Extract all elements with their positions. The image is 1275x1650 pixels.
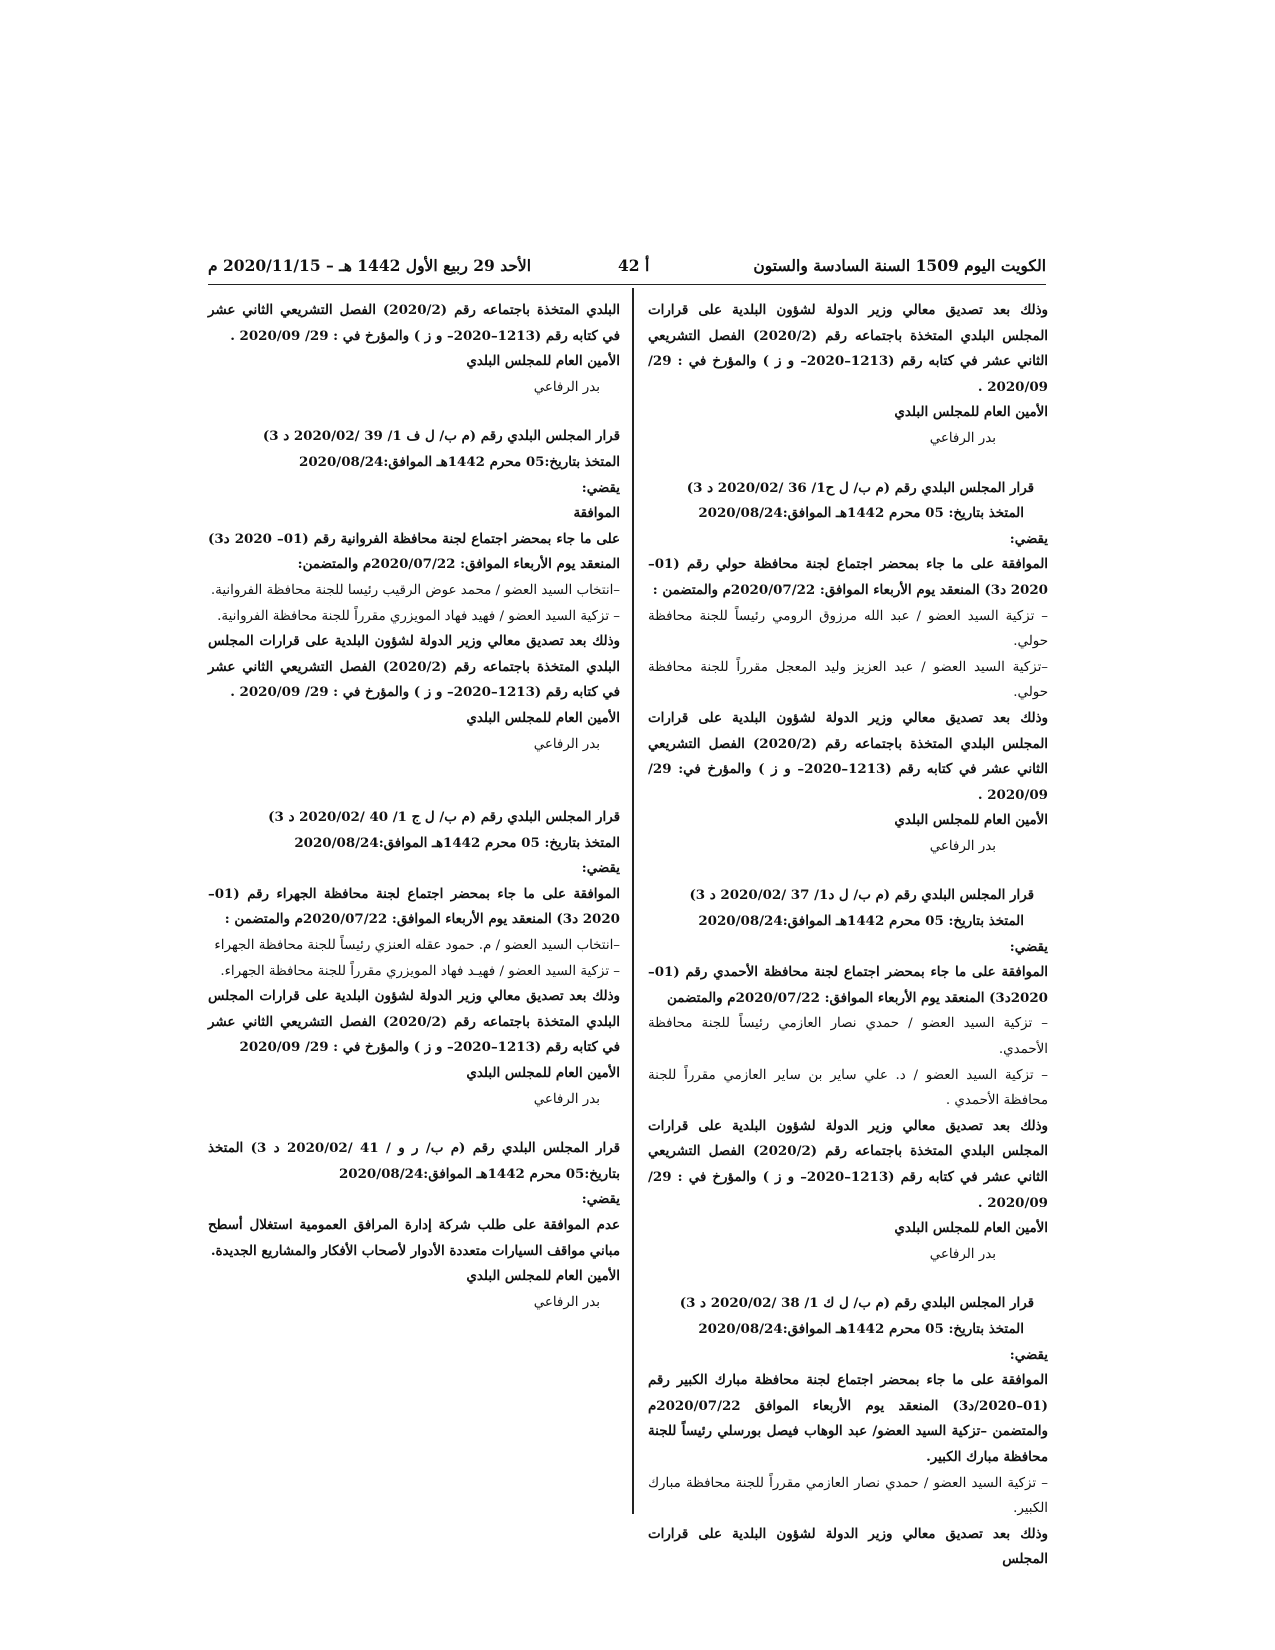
header-page-number: أ 42: [618, 256, 650, 275]
left-column: [208, 298, 620, 1315]
list-item: – تزكية السيد العضو / حمدي نصار العازمي رئيساً للجنة محافظة الأحمدي.: [648, 1016, 1048, 1058]
secretary-name: بدر الرفاعي: [929, 430, 996, 446]
decision-heading: يقضي:: [1009, 1346, 1048, 1363]
paragraph: الموافقة على ما جاء بمحضر اجتماع لجنة محافظة حولي رقم (01–2020 د3) المنعقد يوم الأربعاء الموافق: 2020/07/22م والمتضمن :: [648, 556, 1048, 598]
decision-title: قرار المجلس البلدي رقم (م ب/ ل د1/ 37 /2020/02 د 3): [689, 887, 1034, 904]
list-item: –انتخاب السيد العضو / محمد عوض الرقيب رئيسا للجنة محافظة الفروانية.: [210, 582, 620, 598]
paragraph: وذلك بعد تصديق معالي وزير الدولة لشؤون البلدية على قرارات المجلس: [648, 1525, 1048, 1568]
paragraph: البلدي المتخذة باجتماعه رقم (2020/2) الفصل التشريعي الثاني عشر في كتابه رقم (1213–2020– و ز ) والمؤرخ في : 29/ 2020/09 .: [208, 302, 621, 344]
decision-title: قرار المجلس البلدي رقم (م ب/ ل ك 1/ 38 /2020/02 د 3): [679, 1295, 1034, 1312]
decision-heading: يقضي:: [1009, 530, 1048, 547]
paragraph: وذلك بعد تصديق معالي وزير الدولة لشؤون البلدية على قرارات المجلس البلدي المتخذة باجتماعه رقم (2020/2) الفصل التشريعي الثاني عشر في كتابه رقم (1213–2020– و ز ) والمؤرخ في : 29/ 2020/09 .: [648, 302, 1048, 395]
secretary-title: الأمين العام للمجلس البلدي: [894, 812, 1048, 829]
secretary-name: بدر الرفاعي: [533, 1294, 600, 1310]
header-gazette-issue: الكويت اليوم 1509 السنة السادسة والستون: [753, 256, 1046, 275]
secretary-title: الأمين العام للمجلس البلدي: [466, 1065, 620, 1082]
column-divider: [632, 288, 634, 1514]
secretary-title: الأمين العام للمجلس البلدي: [466, 1268, 620, 1285]
list-item: – تزكية السيد العضو / عبد الله مرزوق الرومي رئيساً للجنة محافظة حولي.: [648, 608, 1048, 650]
paragraph: وذلك بعد تصديق معالي وزير الدولة لشؤون البلدية على قرارات المجلس البلدي المتخذة باجتماعه رقم (2020/2) الفصل التشريعي الثاني عشر في كتابه رقم (1213–2020– و ز ) والمؤرخ في: 29/ 2020/09 .: [648, 709, 1048, 803]
decision-date: المتخذ بتاريخ:05 محرم 1442هـ الموافق:2020/08/24: [299, 453, 620, 470]
paragraph: وذلك بعد تصديق معالي وزير الدولة لشؤون البلدية على قرارات المجلس البلدي المتخذة باجتماعه رقم (2020/2) الفصل التشريعي الثاني عشر في كتابه رقم (1213–2020– و ز ) والمؤرخ في : 29/ 2020/09 .: [648, 1117, 1048, 1211]
secretary-name: بدر الرفاعي: [929, 838, 996, 854]
paragraph: على ما جاء بمحضر اجتماع لجنة محافظة الفروانية رقم (01– 2020 د3) المنعقد يوم الأربعاء الموافق: 2020/07/22م والمتضمن:: [208, 530, 621, 573]
decision-date: المتخذ بتاريخ: 05 محرم 1442هـ الموافق:2020/08/24: [698, 1320, 1024, 1337]
right-column: [648, 298, 1048, 1573]
decision-date: المتخذ بتاريخ: 05 محرم 1442هـ الموافق:2020/08/24: [698, 505, 1024, 522]
page-header: [208, 256, 1046, 285]
decision-date: المتخذ بتاريخ: 05 محرم 1442هـ الموافق:2020/08/24: [698, 913, 1024, 930]
decision-heading: يقضي:: [581, 479, 620, 496]
list-item: –تزكية السيد العضو / عبد العزيز وليد المعجل مقرراً للجنة محافظة حولي.: [648, 659, 1048, 701]
paragraph: وذلك بعد تصديق معالي وزير الدولة لشؤون البلدية على قرارات المجلس البلدي المتخذة باجتماعه رقم (2020/2) الفصل التشريعي الثاني عشر في كتابه رقم (1213–2020– و ز ) والمؤرخ في : 29/ 2020/09 .: [208, 633, 621, 701]
secretary-name: بدر الرفاعي: [929, 1246, 996, 1262]
secretary-name: بدر الرفاعي: [533, 379, 600, 395]
decision-title: قرار المجلس البلدي رقم (م ب/ ل ح1/ 36 /2020/02 د 3): [686, 479, 1034, 496]
secretary-name: بدر الرفاعي: [533, 1091, 600, 1107]
decision-heading: يقضي:: [1009, 938, 1048, 955]
secretary-title: الأمين العام للمجلس البلدي: [894, 1220, 1048, 1237]
decision-title: قرار المجلس البلدي رقم (م ب/ ل ج 1/ 40 /2020/02 د 3): [268, 809, 620, 826]
decision-date: المتخذ بتاريخ: 05 محرم 1442هـ الموافق:2020/08/24: [294, 834, 620, 851]
paragraph: وذلك بعد تصديق معالي وزير الدولة لشؤون البلدية على قرارات المجلس البلدي المتخذة باجتماعه رقم (2020/2) الفصل التشريعي الثاني عشر في كتابه رقم (1213–2020– و ز ) والمؤرخ في : 29/ 2020/09: [208, 988, 621, 1056]
secretary-title: الأمين العام للمجلس البلدي: [894, 404, 1048, 421]
paragraph: الموافقة على ما جاء بمحضر اجتماع لجنة محافظة الجهراء رقم (01–2020 د3) المنعقد يوم الأربعاء الموافق: 2020/07/22م والمتضمن :: [208, 885, 620, 928]
secretary-title: الأمين العام للمجلس البلدي: [466, 353, 620, 370]
decision-heading: يقضي:: [581, 860, 620, 877]
secretary-name: بدر الرفاعي: [533, 736, 600, 752]
decision-title: قرار المجلس البلدي رقم (م ب/ ر و / 41 /2020/02 د 3) المتخذ بتاريخ:05 محرم 1442هـ الموافق:2020/08/24: [208, 1140, 620, 1182]
paragraph: عدم الموافقة على طلب شركة إدارة المرافق العمومية استغلال أسطح مباني مواقف السيارات متعددة الأدوار لأصحاب الأفكار والمشاريع الجديدة.: [208, 1217, 620, 1259]
list-item: – تزكية السيد العضو / حمدي نصار العازمي مقرراً للجنة محافظة مبارك الكبير.: [648, 1475, 1048, 1517]
list-item: – تزكية السيد العضو / فهيـد فهاد المويزري مقرراً للجنة محافظة الجهراء.: [220, 963, 620, 979]
list-item: – تزكية السيد العضو / د. علي ساير بن ساير العازمي مقرراً للجنة محافظة الأحمدي .: [648, 1067, 1048, 1109]
paragraph: الموافقة على ما جاء بمحضر اجتماع لجنة محافظة الأحمدي رقم (01–2020د3) المنعقد يوم الأربعاء الموافق: 2020/07/22م والمتضمن: [648, 964, 1048, 1006]
paragraph: الموافقة على ما جاء بمحضر اجتماع لجنة محافظة مبارك الكبير رقم (01–2020/د3) المنعقد يوم الأربعاء الموافق 2020/07/22م والمتضمن –تزكية السيد العضو/ عبد الوهاب فيصل بورسلي رئيساً للجنة محافظة مبارك الكبير.: [648, 1372, 1048, 1465]
secretary-title: الأمين العام للمجلس البلدي: [466, 709, 620, 726]
decision-heading: الموافقة: [573, 505, 620, 522]
list-item: – تزكية السيد العضو / فهيد فهاد المويزري مقرراً للجنة محافظة الفروانية.: [217, 608, 620, 624]
decision-title: قرار المجلس البلدي رقم (م ب/ ل ف 1/ 39 /2020/02 د 3): [262, 428, 620, 445]
header-date: الأحد 29 ربيع الأول 1442 هـ – 2020/11/15 م: [208, 256, 532, 275]
list-item: –انتخاب السيد العضو / م. حمود عقله العنزي رئيساً للجنة محافظة الجهراء: [214, 938, 620, 954]
decision-heading: يقضي:: [581, 1191, 620, 1208]
